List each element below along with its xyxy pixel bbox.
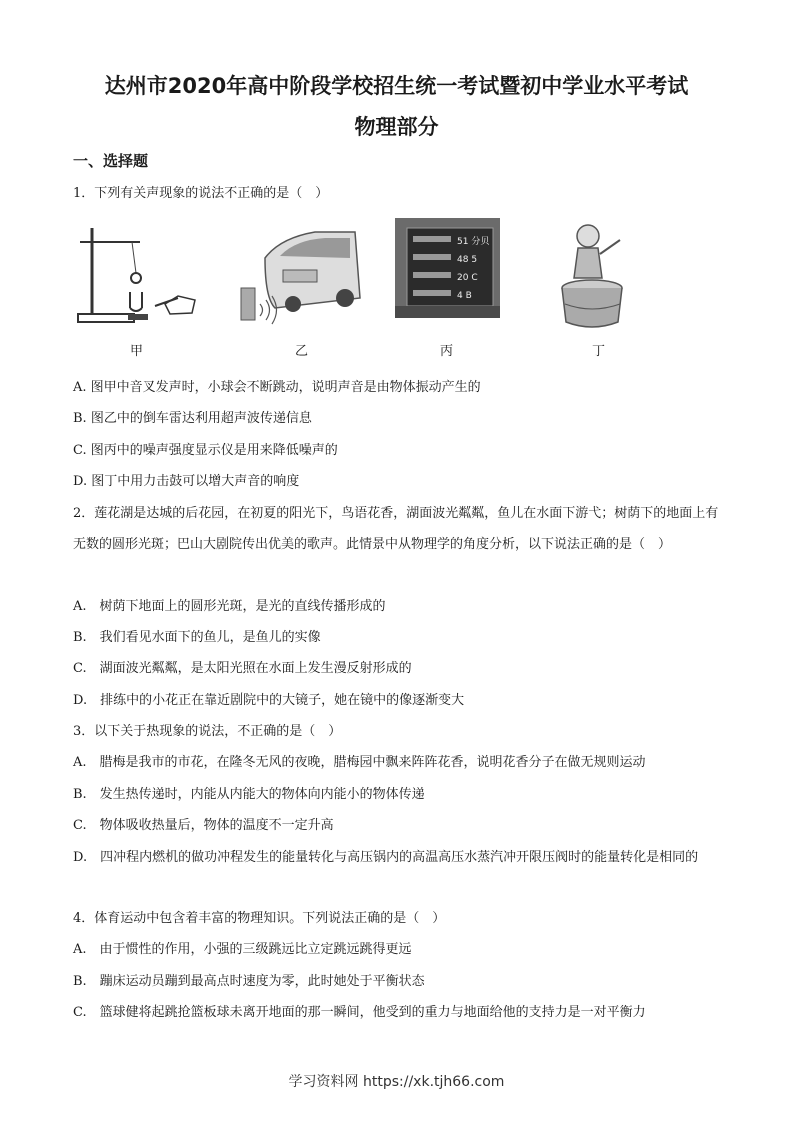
figure-caption-jia: 甲 xyxy=(130,344,144,359)
exam-subtitle: 物理部分 xyxy=(354,115,439,139)
question-1-figures xyxy=(70,218,650,363)
question-3-stem: 3．以下关于热现象的说法，不正确的是（ ） xyxy=(73,724,342,739)
q1-option-b: B. 图乙中的倒车雷达利用超声波传递信息 xyxy=(73,411,312,426)
display-reading-3: 20 C xyxy=(457,273,478,283)
q4-option-a: A. 由于惯性的作用，小强的三级跳远比立定跳远跳得更远 xyxy=(73,942,412,957)
figure-caption-yi: 乙 xyxy=(295,344,309,359)
q1-option-d: D. 图丁中用力击鼓可以增大声音的响度 xyxy=(73,474,300,489)
section-heading: 一、选择题 xyxy=(73,152,149,170)
q3-option-b: B. 发生热传递时，内能从内能大的物体向内能小的物体传递 xyxy=(73,787,425,802)
q2-option-d: D. 排练中的小花正在靠近剧院中的大镜子，她在镜中的像逐渐变大 xyxy=(73,693,465,708)
question-4-stem: 4．体育运动中包含着丰富的物理知识。下列说法正确的是（ ） xyxy=(73,911,446,926)
q1-option-c: C. 图丙中的噪声强度显示仪是用来降低噪声的 xyxy=(73,443,338,458)
q2-option-c: C. 湖面波光粼粼，是太阳光照在水面上发生漫反射形成的 xyxy=(73,661,412,676)
q1-option-a: A. 图甲中音叉发声时，小球会不断跳动，说明声音是由物体振动产生的 xyxy=(73,380,481,395)
figure-caption-bing: 丙 xyxy=(440,344,454,359)
noise-display-figure xyxy=(395,218,500,318)
display-reading-4: 4 B xyxy=(457,291,472,301)
q2-option-b: B. 我们看见水面下的鱼儿，是鱼儿的实像 xyxy=(73,630,321,645)
display-reading-1: 51 分贝 xyxy=(457,237,490,247)
figure-caption-ding: 丁 xyxy=(592,344,606,359)
q3-option-c: C. 物体吸收热量后，物体的温度不一定升高 xyxy=(73,818,334,833)
exam-title: 达州市2020年高中阶段学校招生统一考试暨初中学业水平考试 xyxy=(104,74,689,98)
footer-watermark: 学习资料网 https://xk.tjh66.com xyxy=(288,1074,505,1090)
question-2-stem: 2．莲花湖是达城的后花园，在初夏的阳光下，鸟语花香，湖面波光粼粼，鱼儿在水面下游弋；树荫下的地面上有无数的圆形光斑；巴山大剧院传出优美的歌声。此情景中从物理学的角度分析，以下说法正确的是（ ） xyxy=(73,506,719,552)
q3-option-a: A. 腊梅是我市的市花，在隆冬无风的夜晚，腊梅园中飘来阵阵花香，说明花香分子在做无规则运动 xyxy=(73,755,646,770)
q4-option-b: B. 蹦床运动员蹦到最高点时速度为零，此时她处于平衡状态 xyxy=(73,974,425,989)
tuning-fork-figure xyxy=(70,218,210,333)
q4-option-c: C. 篮球健将起跳抢篮板球未离开地面的那一瞬间，他受到的重力与地面给他的支持力是一对平衡力 xyxy=(73,1005,646,1020)
car-radar-figure xyxy=(235,218,365,333)
display-reading-2: 48 5 xyxy=(457,255,478,265)
q2-option-a: A. 树荫下地面上的圆形光斑，是光的直线传播形成的 xyxy=(73,599,386,614)
drummer-figure xyxy=(550,218,640,333)
question-1-stem: 1．下列有关声现象的说法不正确的是（ ） xyxy=(73,186,329,201)
q3-option-d: D. 四冲程内燃机的做功冲程发生的能量转化与高压锅内的高温高压水蒸汽冲开限压阀时的能量转化是相同的 xyxy=(73,850,699,865)
